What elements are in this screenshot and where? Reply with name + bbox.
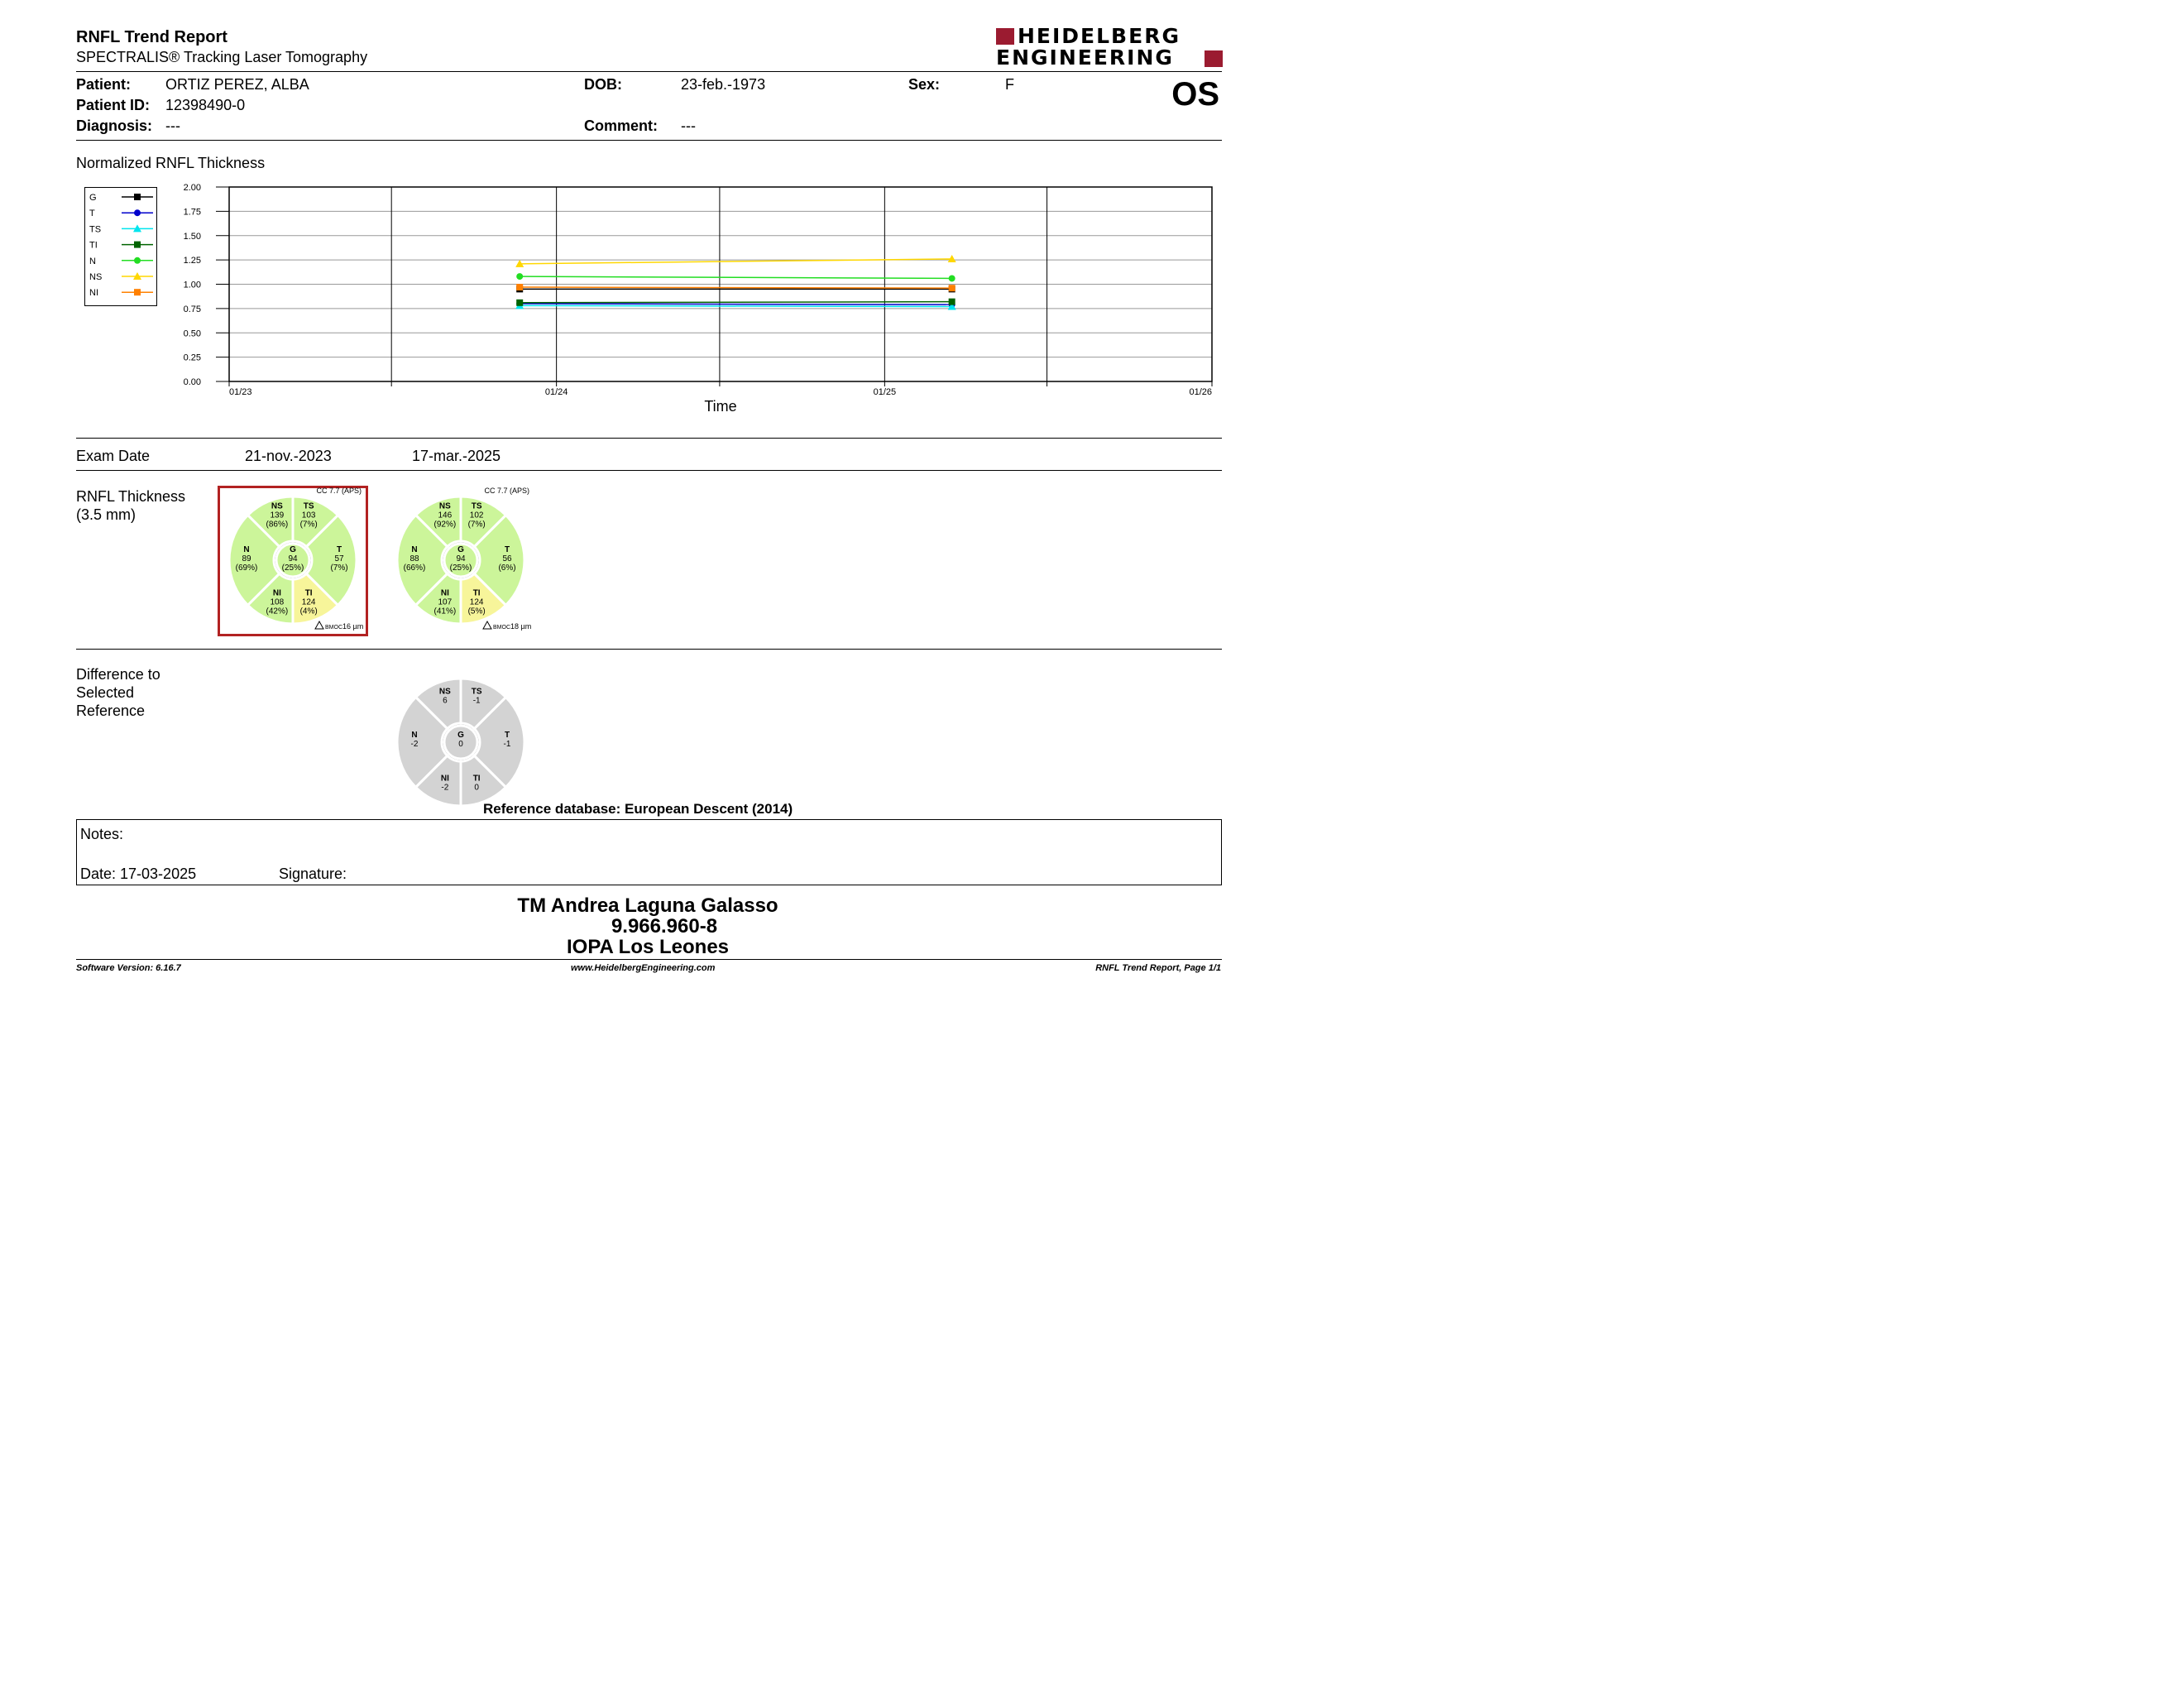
- sector-value-t: 56: [502, 554, 512, 563]
- sector-label-t: T: [336, 545, 342, 554]
- y-tick-label: 1.50: [183, 231, 201, 242]
- trend-chart: [165, 178, 1233, 422]
- y-tick-label: 0.00: [183, 377, 201, 387]
- y-tick-label: 0.75: [183, 304, 201, 314]
- legend-svg: [85, 188, 156, 305]
- sector-label-ti: TI: [304, 588, 313, 598]
- sector-value-ts: 103: [301, 511, 316, 520]
- y-tick-label: 0.25: [183, 352, 201, 363]
- sex-label: Sex:: [908, 76, 941, 93]
- rnfl-circle-exam-2[interactable]: [387, 485, 536, 635]
- sector-pct-ns: (92%): [433, 520, 457, 530]
- sector-label-ns: NS: [271, 501, 283, 511]
- sector-label-g: G: [457, 731, 464, 740]
- sector-label-ns: NS: [438, 501, 451, 511]
- x-tick-label: 01/23: [229, 387, 252, 397]
- comment-value: ---: [681, 117, 696, 134]
- sector-value-n: 89: [242, 554, 251, 563]
- legend-label-n: N: [89, 256, 96, 266]
- legend-label-ns: NS: [89, 272, 103, 282]
- data-point-n: [516, 273, 523, 280]
- difference-circle: [387, 667, 536, 808]
- sector-value-ni: 107: [438, 597, 453, 607]
- legend-marker-g: [134, 194, 141, 200]
- sector-pct-ts: (7%): [299, 520, 318, 530]
- series-line-ts: [520, 305, 951, 306]
- sector-label-n: N: [411, 545, 418, 554]
- sector-value-ts: 102: [469, 511, 484, 520]
- sector-pct-ns: (86%): [266, 520, 289, 530]
- signatory-org: IOPA Los Leones: [566, 936, 730, 958]
- x-tick-label: 01/24: [544, 387, 568, 397]
- legend-marker-t: [134, 209, 141, 216]
- sector-value-ti: 124: [469, 597, 484, 607]
- sector-value-t: -1: [503, 740, 511, 749]
- sector-label-t: T: [504, 731, 510, 740]
- comment-label: Comment:: [584, 117, 658, 134]
- sector-pct-n: (69%): [235, 563, 258, 573]
- page-indicator: RNFL Trend Report, Page 1/1: [1095, 963, 1221, 973]
- report-title: RNFL Trend Report: [76, 28, 228, 46]
- legend-marker-ti: [134, 242, 141, 248]
- legend-label-ti: TI: [89, 240, 98, 251]
- exam-date-2: 17-mar.-2025: [412, 448, 501, 464]
- legend-label-ni: NI: [89, 288, 98, 299]
- y-tick-label: 1.75: [183, 207, 201, 218]
- x-axis-label: Time: [704, 398, 737, 415]
- exam-date-1: 21-nov.-2023: [245, 448, 332, 464]
- x-tick-label: 01/26: [1189, 387, 1212, 397]
- sector-label-ns: NS: [438, 687, 451, 697]
- sector-label-ts: TS: [471, 687, 482, 697]
- sector-value-n: -2: [410, 740, 419, 749]
- bmoc-label: BMOC: [493, 625, 510, 631]
- sector-value-ns: 146: [438, 511, 453, 520]
- logo-line1: HEIDELBERG: [1018, 24, 1181, 48]
- notes-box[interactable]: [76, 819, 1222, 885]
- sector-pct-ts: (7%): [467, 520, 486, 530]
- bmoc-label: BMOC: [325, 625, 342, 631]
- sector-pct-ni: (41%): [433, 607, 457, 616]
- data-point-n: [949, 275, 956, 281]
- notes-date: Date: 17-03-2025: [80, 866, 197, 882]
- reference-database: Reference database: European Descent (2014): [483, 801, 793, 817]
- diff-label-line1: Difference to: [76, 666, 160, 683]
- sector-value-ni: -2: [441, 783, 449, 793]
- diagnosis-value: ---: [165, 117, 180, 134]
- signatory-id: 9.966.960-8: [611, 915, 718, 938]
- software-version: Software Version: 6.16.7: [76, 963, 181, 973]
- heidelberg-logo: [996, 26, 1223, 70]
- signature-label: Signature:: [279, 866, 347, 882]
- sector-value-ti: 124: [301, 597, 316, 607]
- dob-value: 23-feb.-1973: [681, 76, 766, 93]
- sex-value: F: [1005, 76, 1014, 93]
- sector-value-ni: 108: [270, 597, 285, 607]
- rnfl-label-line1: RNFL Thickness: [76, 488, 186, 505]
- sector-label-n: N: [411, 731, 418, 740]
- legend-label-g: G: [89, 193, 97, 203]
- logo-line2: ENGINEERING: [996, 46, 1174, 70]
- delta-icon: [315, 621, 323, 629]
- legend-marker-ni: [134, 289, 141, 295]
- bmoc-value: 16 µm: [342, 622, 364, 631]
- data-point-ti: [516, 300, 523, 306]
- sector-value-ti: 0: [474, 783, 479, 793]
- sector-value-g: 94: [288, 554, 298, 563]
- sector-pct-t: (6%): [498, 563, 516, 573]
- sector-label-ti: TI: [472, 588, 481, 598]
- y-tick-label: 0.50: [183, 328, 201, 339]
- diff-label-line3: Reference: [76, 703, 146, 719]
- series-line-n: [520, 276, 951, 278]
- patient-id: 12398490-0: [165, 97, 246, 113]
- data-point-ni: [949, 285, 956, 291]
- legend-label-ts: TS: [89, 224, 102, 235]
- diff-label-line2: Selected: [76, 684, 135, 701]
- sector-value-n: 88: [410, 554, 419, 563]
- sector-value-g: 0: [458, 740, 463, 749]
- series-line-ni: [520, 287, 951, 288]
- dob-label: DOB:: [584, 76, 622, 93]
- website-link[interactable]: www.HeidelbergEngineering.com: [571, 963, 716, 973]
- sector-value-ns: 6: [443, 696, 448, 706]
- sector-label-g: G: [457, 545, 464, 554]
- report-subtitle: SPECTRALIS® Tracking Laser Tomography: [76, 49, 368, 65]
- patient-name: ORTIZ PEREZ, ALBA: [165, 76, 309, 93]
- sector-label-t: T: [504, 545, 510, 554]
- sector-pct-ni: (42%): [266, 607, 289, 616]
- sector-label-ti: TI: [472, 774, 481, 784]
- eye-indicator: OS: [1171, 76, 1219, 113]
- sector-pct-ti: (4%): [299, 607, 318, 616]
- sector-pct-g: (25%): [281, 563, 304, 573]
- patient-id-label: Patient ID:: [76, 97, 151, 113]
- sector-label-ni: NI: [440, 588, 449, 598]
- exam-date-label: Exam Date: [76, 448, 151, 464]
- data-point-ni: [516, 284, 523, 290]
- sector-label-ni: NI: [272, 588, 281, 598]
- sector-label-ts: TS: [303, 501, 314, 511]
- y-tick-label: 2.00: [183, 183, 201, 193]
- sector-value-g: 94: [456, 554, 466, 563]
- sector-label-ni: NI: [440, 774, 449, 784]
- sector-pct-ti: (5%): [467, 607, 486, 616]
- cc-label: CC 7.7 (APS): [484, 487, 529, 495]
- sector-value-ns: 139: [270, 511, 285, 520]
- series-line-t: [520, 304, 951, 305]
- series-line-ti: [520, 302, 951, 303]
- notes-label: Notes:: [80, 826, 124, 842]
- chart-title: Normalized RNFL Thickness: [76, 155, 266, 171]
- signatory-name: TM Andrea Laguna Galasso: [517, 894, 778, 917]
- bmoc-value: 18 µm: [510, 622, 532, 631]
- rnfl-circle-exam-1[interactable]: [219, 485, 368, 635]
- sector-label-n: N: [243, 545, 250, 554]
- data-point-ti: [949, 299, 956, 305]
- sector-label-ts: TS: [471, 501, 482, 511]
- y-tick-label: 1.25: [183, 256, 201, 266]
- cc-label: CC 7.7 (APS): [316, 487, 362, 495]
- sector-pct-n: (66%): [403, 563, 426, 573]
- legend-marker-n: [134, 257, 141, 264]
- diagnosis-label: Diagnosis:: [76, 117, 153, 134]
- sector-pct-t: (7%): [330, 563, 348, 573]
- rnfl-label-line2: (3.5 mm): [76, 506, 136, 523]
- sector-value-ts: -1: [472, 696, 481, 706]
- x-tick-label: 01/25: [873, 387, 897, 397]
- delta-icon: [483, 621, 491, 629]
- patient-label: Patient:: [76, 76, 132, 93]
- y-tick-label: 1.00: [183, 280, 201, 290]
- sector-pct-g: (25%): [449, 563, 472, 573]
- legend-label-t: T: [89, 209, 95, 219]
- sector-value-t: 57: [334, 554, 344, 563]
- sector-label-g: G: [290, 545, 296, 554]
- chart-legend: [84, 187, 157, 306]
